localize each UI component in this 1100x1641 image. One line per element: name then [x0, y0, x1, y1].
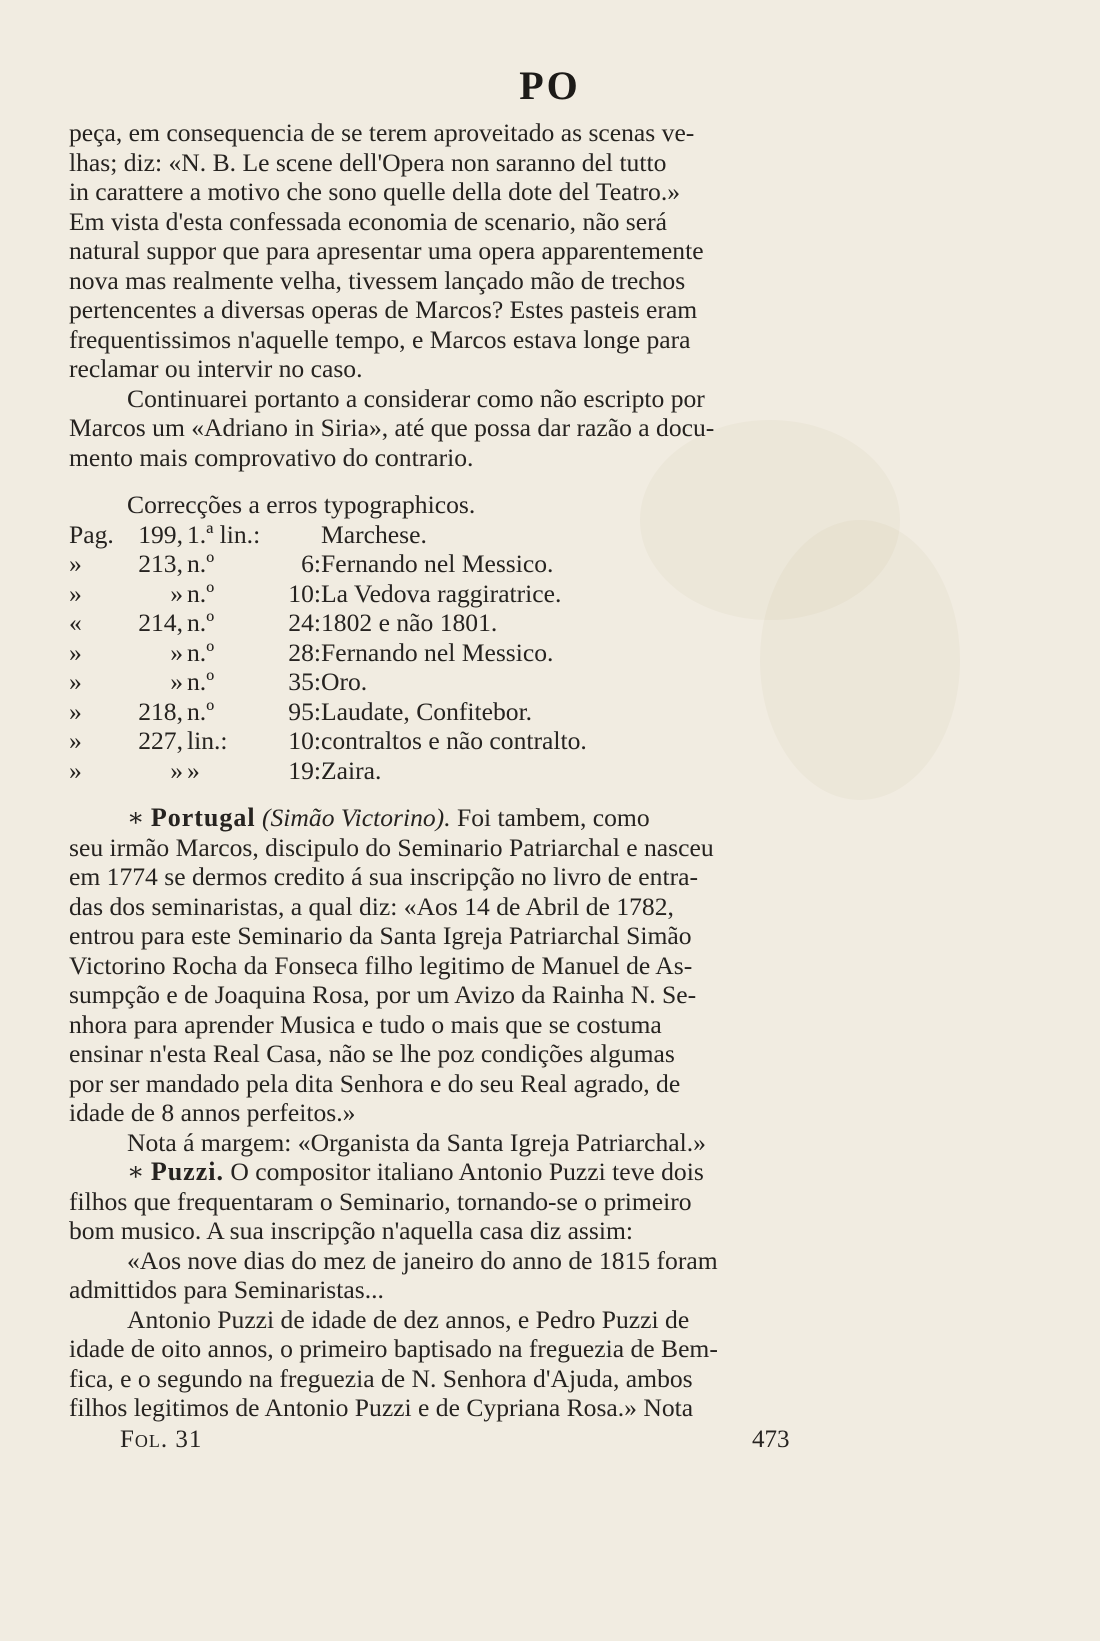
- errata-cell-c1: «: [69, 608, 82, 637]
- errata-title: Correcções a erros typographicos.: [127, 490, 476, 519]
- margin-note: Nota á margem: «Organista da Santa Igreja Patriarchal.»: [127, 1127, 706, 1157]
- errata-cell-c4: 10:: [288, 578, 321, 608]
- errata-row: [69, 667, 689, 697]
- text-line: das dos seminaristas, a qual diz: «Aos 14 de Abril de 1782,: [69, 891, 674, 921]
- errata-cell-c3: »: [187, 755, 200, 785]
- errata-cell-c2: 214,: [138, 608, 183, 637]
- errata-table: [69, 520, 689, 786]
- quote-body: [69, 1334, 859, 1423]
- text-line: Victorino Rocha da Fonseca filho legitimo de Manuel de As-: [69, 950, 693, 980]
- errata-cell-c1: Pag.: [69, 519, 114, 549]
- errata-cell-c2: 199,: [138, 519, 183, 549]
- errata-row: [69, 638, 689, 668]
- text-line: frequentissimos n'aquelle tempo, e Marcos estava longe para: [69, 324, 691, 354]
- running-header: PO: [519, 63, 581, 108]
- entry-heading-puzzi: Puzzi.: [150, 1157, 224, 1186]
- text-line: peça, em consequencia de se terem aproveitado as scenas ve-: [69, 118, 695, 147]
- entry-subname: (Simão Victorino).: [261, 803, 451, 832]
- text-line: ensinar n'esta Real Casa, não se lhe poz condições algumas: [69, 1039, 675, 1068]
- errata-cell-c3: 1.ª lin.:: [187, 519, 261, 549]
- text-line: bom musico. A sua inscripção n'aquella casa diz assim:: [69, 1216, 633, 1245]
- entry-puzzi-first-line: [69, 1157, 859, 1187]
- paragraph-adriano: [69, 118, 859, 384]
- text-line: Marcos um «Adriano in Siria», até que possa dar razão a docu-: [69, 413, 715, 442]
- quote-line: admittidos para Seminaristas...: [69, 1275, 384, 1304]
- errata-cell-c2: »: [170, 578, 183, 608]
- errata-cell-c3: lin.:: [187, 726, 228, 755]
- errata-cell-c5: 1802 e não 1801.: [321, 608, 498, 637]
- errata-cell-c5: La Vedova raggiratrice.: [321, 578, 562, 608]
- errata-row: [69, 579, 689, 609]
- errata-cell-c1: »: [69, 578, 82, 608]
- text-line: Continuarei portanto a considerar como não escripto por: [127, 383, 705, 413]
- text-line: sumpção e de Joaquina Rosa, por um Avizo da Rainha N. Se-: [69, 980, 697, 1009]
- errata-cell-c2: »: [170, 755, 183, 785]
- errata-cell-c1: »: [69, 696, 82, 726]
- quote-line: «Aos nove dias do mez de janeiro do anno de 1815 foram: [127, 1245, 718, 1275]
- errata-cell-c5: Fernando nel Messico.: [321, 637, 554, 667]
- text-line: filhos legitimos de Antonio Puzzi e de Cypriana Rosa.» Nota: [69, 1393, 694, 1422]
- errata-cell-c4: 19:: [288, 755, 321, 785]
- errata-cell-c3: n.º: [187, 696, 215, 726]
- errata-cell-c4: 10:: [288, 726, 321, 755]
- errata-cell-c5: Fernando nel Messico.: [321, 549, 554, 578]
- errata-cell-c2: 218,: [138, 696, 183, 726]
- errata-row: [69, 726, 689, 756]
- errata-cell-c4: 24:: [288, 608, 321, 637]
- text-line: fica, e o segundo na freguezia de N. Senhora d'Ajuda, ambos: [69, 1363, 693, 1393]
- text-line: filhos que frequentaram o Seminario, tornando-se o primeiro: [69, 1186, 692, 1216]
- text-line: pertencentes a diversas operas de Marcos? Estes pasteis eram: [69, 295, 698, 324]
- text-line: mento mais comprovativo do contrario.: [69, 442, 474, 472]
- errata-cell-c2: 213,: [138, 549, 183, 578]
- text-line: reclamar ou intervir no caso.: [69, 354, 363, 383]
- errata-cell-c3: n.º: [187, 578, 215, 608]
- signature-mark: Fol. 31: [120, 1426, 203, 1453]
- page-body: [69, 118, 859, 1423]
- errata-cell-c1: »: [69, 755, 82, 785]
- errata-row: [69, 608, 689, 638]
- text-line: natural suppor que para apresentar uma opera apparentemente: [69, 236, 704, 265]
- errata-cell-c2: »: [170, 667, 183, 696]
- errata-cell-c3: n.º: [187, 549, 215, 578]
- errata-cell-c3: n.º: [187, 667, 215, 696]
- errata-cell-c3: n.º: [187, 608, 215, 637]
- entry-text: Foi tambem, como: [450, 803, 650, 832]
- errata-cell-c1: »: [69, 667, 82, 696]
- errata-row: [69, 756, 689, 786]
- errata-cell-c4: 6:: [301, 549, 321, 578]
- errata-cell-c5: Zaira.: [321, 755, 382, 785]
- text-line: idade de oito annos, o primeiro baptisado na freguezia de Bem-: [69, 1334, 718, 1363]
- page-number: 473: [752, 1426, 790, 1453]
- entry-portugal-body: [69, 833, 859, 1128]
- errata-cell-c1: »: [69, 726, 82, 755]
- text-line: entrou para este Seminario da Santa Igreja Patriarchal Simão: [69, 921, 692, 950]
- text-line: nova mas realmente velha, tivessem lançado mão de trechos: [69, 265, 686, 295]
- errata-cell-c4: 95:: [288, 696, 321, 726]
- errata-row: [69, 549, 689, 579]
- entry-puzzi-body: [69, 1187, 859, 1246]
- errata-cell-c5: contraltos e não contralto.: [321, 726, 587, 755]
- entry-text: O compositor italiano Antonio Puzzi teve dois: [223, 1157, 704, 1186]
- text-line: seu irmão Marcos, discipulo do Seminario Patriarchal e nasceu: [69, 832, 714, 862]
- errata-cell-c1: »: [69, 549, 82, 578]
- text-line: nhora para aprender Musica e tudo o mais que se costuma: [69, 1009, 662, 1039]
- text-line: idade de 8 annos perfeitos.»: [69, 1098, 356, 1127]
- errata-row: [69, 697, 689, 727]
- entry-portugal-first-line: [69, 803, 859, 833]
- entry-star: ∗: [127, 803, 145, 832]
- errata-cell-c5: Laudate, Confitebor.: [321, 696, 533, 726]
- text-line: in carattere a motivo che sono quelle della dote del Teatro.»: [69, 177, 681, 206]
- errata-cell-c2: 227,: [138, 726, 183, 755]
- entry-heading-portugal: Portugal: [150, 803, 256, 832]
- errata-cell-c2: »: [170, 637, 183, 667]
- errata-cell-c5: Oro.: [321, 667, 368, 696]
- quote-line: Antonio Puzzi de idade de dez annos, e Pedro Puzzi de: [127, 1304, 690, 1334]
- text-line: por ser mandado pela dita Senhora e do seu Real agrado, de: [69, 1068, 681, 1098]
- text-line: Em vista d'esta confessada economia de scenario, não será: [69, 206, 668, 236]
- text-line: em 1774 se dermos credito á sua inscripção no livro de entra-: [69, 862, 698, 891]
- errata-cell-c1: »: [69, 637, 82, 667]
- paragraph-conclusion: [69, 384, 859, 473]
- text-line: lhas; diz: «N. B. Le scene dell'Opera non saranno del tutto: [69, 147, 667, 177]
- entry-star: ∗: [127, 1157, 145, 1186]
- errata-cell-c4: 28:: [288, 637, 321, 667]
- errata-row: [69, 520, 689, 550]
- errata-cell-c4: 35:: [288, 667, 321, 696]
- errata-cell-c5: Marchese.: [321, 519, 427, 549]
- errata-cell-c3: n.º: [187, 637, 215, 667]
